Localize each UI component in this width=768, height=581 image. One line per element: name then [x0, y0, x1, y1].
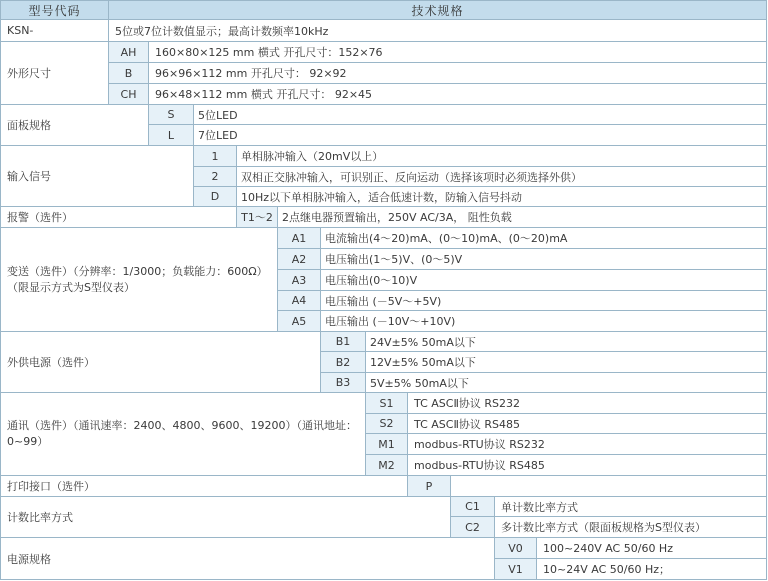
ratio-label: 计数比率方式 — [0, 497, 451, 538]
dimensions-code: CH — [109, 84, 149, 105]
transmit-label: 变送（选件）（分辨率：1/3000；负载能力：600Ω）（限显示方式为S型仪表） — [0, 228, 278, 332]
power-out-desc: 24V±5% 50mA以下 — [366, 332, 767, 352]
dimensions-desc: 96×48×112 mm 横式 开孔尺寸： 92×45 — [149, 84, 767, 105]
alarm-desc: 2点继电器预置输出，250V AC/3A， 阻性负载 — [278, 207, 767, 228]
alarm-code: T1～2 — [237, 207, 278, 228]
power-desc: 10~24V AC 50/60 Hz； — [537, 559, 767, 580]
transmit-desc: 电压输出(0～10)V — [321, 270, 767, 291]
transmit-desc: 电压输出 (－10V～+10V) — [321, 311, 767, 332]
ratio-code: C2 — [451, 517, 495, 538]
panel-code: S — [149, 105, 194, 125]
input-code: 1 — [194, 146, 237, 167]
ratio-desc: 多计数比率方式（限面板规格为S型仪表） — [495, 517, 767, 538]
transmit-desc: 电压输出(1～5)V、(0～5)V — [321, 249, 767, 270]
panel-code: L — [149, 125, 194, 146]
panel-desc: 7位LED — [194, 125, 767, 146]
model-code-header: 型号代码 — [0, 0, 109, 20]
transmit-code: A2 — [278, 249, 321, 270]
comm-desc: TC ASCⅡ协议 RS485 — [408, 414, 767, 434]
transmit-code: A1 — [278, 228, 321, 249]
dimensions-code: B — [109, 63, 149, 84]
input-desc: 双相正交脉冲输入，可识别正、反向运动（选择该项时必须选择外供） — [237, 167, 767, 187]
comm-desc: modbus-RTU协议 RS485 — [408, 455, 767, 476]
spec-header: 技术规格 — [109, 0, 767, 20]
power-out-code: B2 — [321, 352, 366, 373]
power-label: 电源规格 — [0, 538, 495, 580]
ksn-code: KSN- — [0, 20, 109, 42]
comm-code: M1 — [366, 434, 408, 455]
dimensions-desc: 96×96×112 mm 开孔尺寸： 92×92 — [149, 63, 767, 84]
power-out-desc: 5V±5% 50mA以下 — [366, 373, 767, 393]
ratio-desc: 单计数比率方式 — [495, 497, 767, 517]
comm-code: S2 — [366, 414, 408, 434]
ratio-code: C1 — [451, 497, 495, 517]
power-out-desc: 12V±5% 50mA以下 — [366, 352, 767, 373]
dimensions-label: 外形尺寸 — [0, 42, 109, 105]
power-desc: 100~240V AC 50/60 Hz — [537, 538, 767, 559]
transmit-code: A5 — [278, 311, 321, 332]
print-label: 打印接口（选件） — [0, 476, 408, 497]
comm-desc: TC ASCⅡ协议 RS232 — [408, 393, 767, 414]
print-empty-cell — [451, 476, 767, 497]
panel-label: 面板规格 — [0, 105, 149, 146]
ksn-desc: 5位或7位计数值显示；最高计数频率10kHz — [109, 20, 767, 42]
power-code: V1 — [495, 559, 537, 580]
input-code: D — [194, 187, 237, 207]
power-out-code: B3 — [321, 373, 366, 393]
print-code: P — [408, 476, 451, 497]
input-code: 2 — [194, 167, 237, 187]
transmit-desc: 电流输出(4～20)mA、(0～10)mA、(0～20)mA — [321, 228, 767, 249]
comm-code: S1 — [366, 393, 408, 414]
transmit-code: A3 — [278, 270, 321, 291]
comm-desc: modbus-RTU协议 RS232 — [408, 434, 767, 455]
dimensions-code: AH — [109, 42, 149, 63]
comm-label: 通讯（选件）（通讯速率：2400、4800、9600、19200）（通讯地址：0~99） — [0, 393, 366, 476]
alarm-label: 报警（选件） — [0, 207, 237, 228]
power-out-label: 外供电源（选件） — [0, 332, 321, 393]
transmit-desc: 电压输出 (－5V～+5V) — [321, 291, 767, 311]
input-label: 输入信号 — [0, 146, 194, 207]
input-desc: 10Hz以下单相脉冲输入，适合低速计数，防输入信号抖动 — [237, 187, 767, 207]
dimensions-desc: 160×80×125 mm 横式 开孔尺寸：152×76 — [149, 42, 767, 63]
input-desc: 单相脉冲输入（20mV以上） — [237, 146, 767, 167]
panel-desc: 5位LED — [194, 105, 767, 125]
power-out-code: B1 — [321, 332, 366, 352]
power-code: V0 — [495, 538, 537, 559]
comm-code: M2 — [366, 455, 408, 476]
transmit-code: A4 — [278, 291, 321, 311]
